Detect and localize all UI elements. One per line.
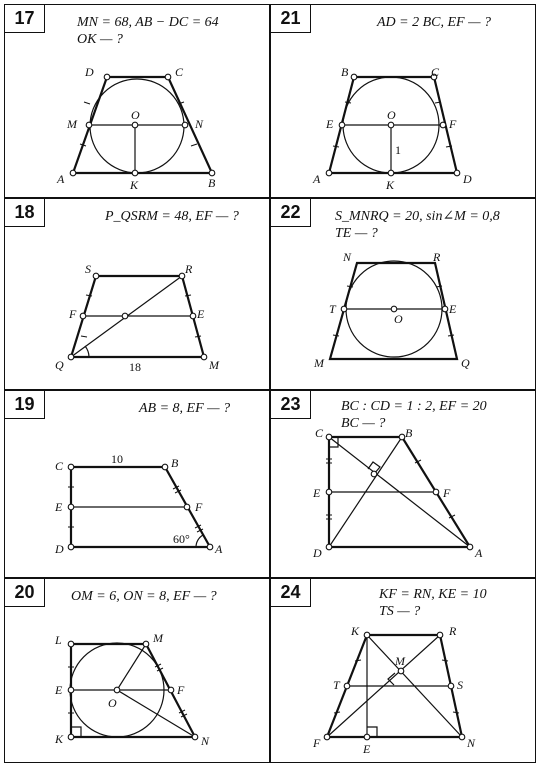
- label-F: F: [177, 683, 185, 697]
- label-K: K: [130, 178, 139, 192]
- problem-question: TE — ?: [335, 226, 378, 241]
- problem-19-figure: [5, 391, 271, 579]
- label-T: T: [333, 678, 340, 692]
- label-D: D: [313, 546, 322, 560]
- label-Q: Q: [461, 356, 470, 370]
- problem-19-card: [4, 390, 270, 578]
- label-S: S: [457, 678, 463, 692]
- label-C: C: [55, 459, 64, 473]
- problem-question: OK — ?: [77, 32, 123, 47]
- label-O: O: [394, 312, 403, 326]
- label-E: E: [326, 117, 334, 131]
- label-C: C: [315, 426, 324, 440]
- label-D: D: [55, 542, 64, 556]
- label-F: F: [69, 307, 77, 321]
- problem-number: 23: [271, 391, 311, 419]
- label-E: E: [449, 302, 457, 316]
- label-O: O: [387, 108, 396, 122]
- label-E: E: [197, 307, 205, 321]
- problem-21-figure: [271, 5, 537, 199]
- label-K: K: [386, 178, 395, 192]
- top-length: 10: [111, 452, 123, 466]
- label-E: E: [55, 500, 63, 514]
- label-E: E: [55, 683, 63, 697]
- problem-number: 17: [5, 5, 45, 33]
- problem-23-figure: [271, 391, 537, 579]
- label-M: M: [395, 654, 405, 668]
- label-T: T: [329, 302, 336, 316]
- label-K: K: [55, 732, 64, 746]
- label-B: B: [171, 456, 179, 470]
- label-N: N: [343, 250, 352, 264]
- base-length: 18: [129, 360, 141, 374]
- label-N: N: [201, 734, 210, 748]
- label-E: E: [313, 486, 321, 500]
- label-F: F: [449, 117, 457, 131]
- problem-18-card: [4, 198, 270, 390]
- problem-18-figure: [5, 199, 271, 391]
- problem-number: 19: [5, 391, 45, 419]
- label-B: B: [208, 176, 216, 190]
- label-R: R: [185, 262, 193, 276]
- problem-question: BC — ?: [341, 416, 386, 431]
- label-O: O: [108, 696, 117, 710]
- angle-label: 60°: [173, 532, 190, 546]
- label-R: R: [449, 624, 457, 638]
- label-B: B: [341, 65, 349, 79]
- problem-number: 18: [5, 199, 45, 227]
- label-D: D: [463, 172, 472, 186]
- label-O: O: [131, 108, 140, 122]
- label-A: A: [57, 172, 65, 186]
- label-M: M: [209, 358, 219, 372]
- label-M: M: [67, 117, 77, 131]
- problem-number: 24: [271, 579, 311, 607]
- problem-number: 20: [5, 579, 45, 607]
- label-L: L: [55, 633, 62, 647]
- problem-20-card: [4, 578, 270, 763]
- label-R: R: [433, 250, 441, 264]
- label-C: C: [431, 65, 440, 79]
- label-K: K: [351, 624, 360, 638]
- label-A: A: [215, 542, 223, 556]
- problem-22-figure: [271, 199, 537, 391]
- problem-condition: KF = RN, KE = 10: [379, 587, 487, 602]
- problem-condition: MN = 68, AB − DC = 64: [77, 15, 219, 30]
- label-E: E: [363, 742, 371, 756]
- problem-17-figure: [5, 5, 271, 199]
- problem-condition: S_MNRQ = 20, sin∠M = 0,8: [335, 209, 500, 224]
- problem-22-card: [270, 198, 536, 390]
- problem-21-card: [270, 4, 536, 198]
- segment-label: 1: [395, 143, 401, 157]
- problem-number: 22: [271, 199, 311, 227]
- problem-24-figure: [271, 579, 537, 764]
- label-F: F: [443, 486, 451, 500]
- label-C: C: [175, 65, 184, 79]
- problem-condition: P_QSRM = 48, EF — ?: [105, 209, 239, 224]
- problem-condition: OM = 6, ON = 8, EF — ?: [71, 589, 217, 604]
- label-S: S: [85, 262, 91, 276]
- label-F: F: [313, 736, 321, 750]
- problem-24-card: [270, 578, 536, 763]
- problem-number: 21: [271, 5, 311, 33]
- label-F: F: [195, 500, 203, 514]
- label-A: A: [475, 546, 483, 560]
- label-A: A: [313, 172, 321, 186]
- problem-condition: AB = 8, EF — ?: [139, 401, 231, 416]
- problem-question: TS — ?: [379, 604, 421, 619]
- label-M: M: [153, 631, 163, 645]
- label-B: B: [405, 426, 413, 440]
- problem-17-card: [4, 4, 270, 198]
- problem-condition: BC : CD = 1 : 2, EF = 20: [341, 399, 487, 414]
- problem-20-figure: [5, 579, 271, 764]
- problem-23-card: [270, 390, 536, 578]
- label-N: N: [195, 117, 204, 131]
- label-D: D: [85, 65, 94, 79]
- label-M: M: [314, 356, 324, 370]
- label-Q: Q: [55, 358, 64, 372]
- problem-condition: AD = 2 BC, EF — ?: [377, 15, 492, 30]
- label-N: N: [467, 736, 476, 750]
